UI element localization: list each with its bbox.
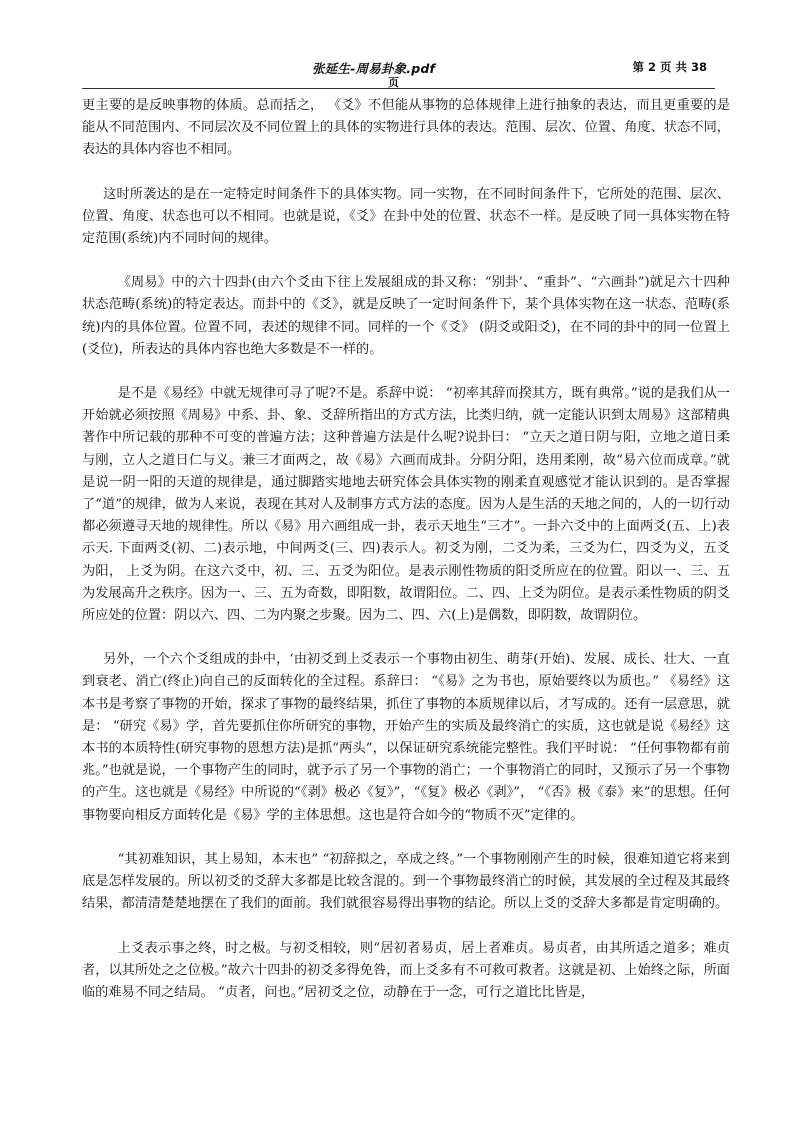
document-body <box>82 95 730 1026</box>
paragraph: 这时所袭达的是在一定特定时间条件下的具体实物。同一实物，在不同时间条件下，它所处的范围、层次、位置、角度、状态也可以不相同。也就是说，《爻》在卦中处的位置、状态不一样。是反映了同一具体实物在特定范围(系统)内不同时间的规律。 <box>82 186 730 247</box>
paragraph: 另外，一个六个爻组成的卦中，‘由初爻到上爻表示一个事物由初生、萌芽(开始)、发展、成长、壮大、一直到衰老、消亡(终止)向自己的反面转化的全过程。系辞曰： “《易》之为书也，原始要终以为质也。” 《易经》这本书是考察了事物的开始，探求了事物的最终结果，抓住了事物的本质规律以后，才写成的。还有一层意思，就是： “研究《易》学，首先要抓住你所研究的事物，开始产生的实质及最终消亡的实质，这也就是说《易经》这本书的本质特性(研究事物的恩想方法)是抓“两头”，以保证研究系统能完整性。我们平时说： “任何事物都有前兆。”也就是说，一个事物产生的同时，就予示了另一个事物的消亡；一个事物消亡的同时，又预示了另一个事物的产生。这也就是《易经》中所说的“《剥》极必《复》”，“《复》极必《剥》”， “《否》极《泰》来”的思想。任何事物要向相反方面转化是《易》学的主体思想。这也是符合如今的“物质不灭”定律的。 <box>82 652 730 823</box>
page-indicator-wrap: 页 <box>388 76 399 89</box>
paragraph: 《周易》中的六十四卦(由六个爻由下往上发展組成的卦又称：“别卦’、“重卦”、“六画卦”)就足六十四种状态范畴(系统)的特定表达。而卦中的《爻》，就是反映了一定时间条件下，某个具体实物在这一状态、范畴(系统)内的具体位置。位置不同，表述的规律不同。同样的一个《爻》 (阴爻或阳爻)，在不同的卦中的同一位置上(爻位)，所表达的具体内容也绝大多数是不一样的。 <box>82 275 730 357</box>
page-indicator: 第 2 页 共 38 <box>632 60 707 74</box>
paragraph: 是不是《易经》中就无规律可寻了呢?不是。系辞中说： “初率其辞而揆其方，既有典常。”说的是我们从一开始就必须按照《周易》中系、卦、象、爻辞所指出的方式方法，比类归纳，就一定能认识到太周易》这部精典著作中所记载的那种不可变的普遍方法；这种普遍方法是什么呢?说卦曰： “立天之道日阴与阳，立地之道日柔与刚，立人之道日仁与义。兼三才面两之，故《易》六画而成卦。分阴分阳，迭用柔刚，故“易六位而成章。”就是说一阴一阳的天道的规律是，通过脚踏实地地去研究体会具体实物的刚柔直观感觉才能认识到的。是否掌握了“道”的规律，做为人来说，表现在其对人及制事方式方法的态度。因为人是生活的天地之间的，人的一切行动都必须遵寻天地的规律性。所以《易》用六画组成一卦，表示天地生“三才”。一卦六爻中的上面两爻(五、上)表示天. 下面两爻(初、二)表示地，中间两爻(三、四)表示人。初爻为刚，二爻为柔，三爻为仁，四爻为义，五爻为阳， 上爻为阴。在这六爻中，初、三、五爻为阳位。是表示刚性物质的阳爻所应在的位置。阳以一、三、五为发展高升之秩序。因为一、三、五为奇数，即阳数，故谓阳位。二、四、上爻为阴位。是表示柔性物质的阴爻所应处的位置：阴以六、四、二为内聚之步聚。因为二、四、六(上)是偶数，即阴数，故谓阴位。 <box>82 386 730 624</box>
paragraph: 上爻表示事之终，时之极。与初爻相较，则“居初者易贞，居上者难贞。易贞者，由其所适之道多；难贞者，以其所处之之位极。”故六十四卦的初爻多得免咎，而上爻多有不可救可救者。这就是初、上始终之际，所面临的难易不同之结局。 “贞者，问也。”居初爻之位，动静在于一念，可行之道比比皆是， <box>82 940 730 1000</box>
paragraph: 更主要的是反映事物的体质。总而括之， 《爻》不但能从事物的总体规律上进行抽象的表达，而且更重要的是能从不同范围内、不同层次及不同位置上的具体的实物进行具体的表达。范围、层次、位置、角度、状态不同，表达的具体内容也不相同。 <box>82 98 730 158</box>
page-header <box>82 58 715 89</box>
document-title: 张延生-周易卦象.pdf <box>312 61 436 76</box>
paragraph: “其初难知识，其上易知，本末也” “初辞拟之，卒成之终。”一个事物刚刚产生的时候，很难知道它将来到底是怎样发展的。所以初爻的爻辞大多都是比较含混的。到一个事物最终消亡的时候，其发展的全过程及其最终结果，都清清楚楚地摆在了我们的面前。我们就很容易得出事物的结论。所以上爻的爻辞大多都是肯定明确的。 <box>82 851 730 912</box>
